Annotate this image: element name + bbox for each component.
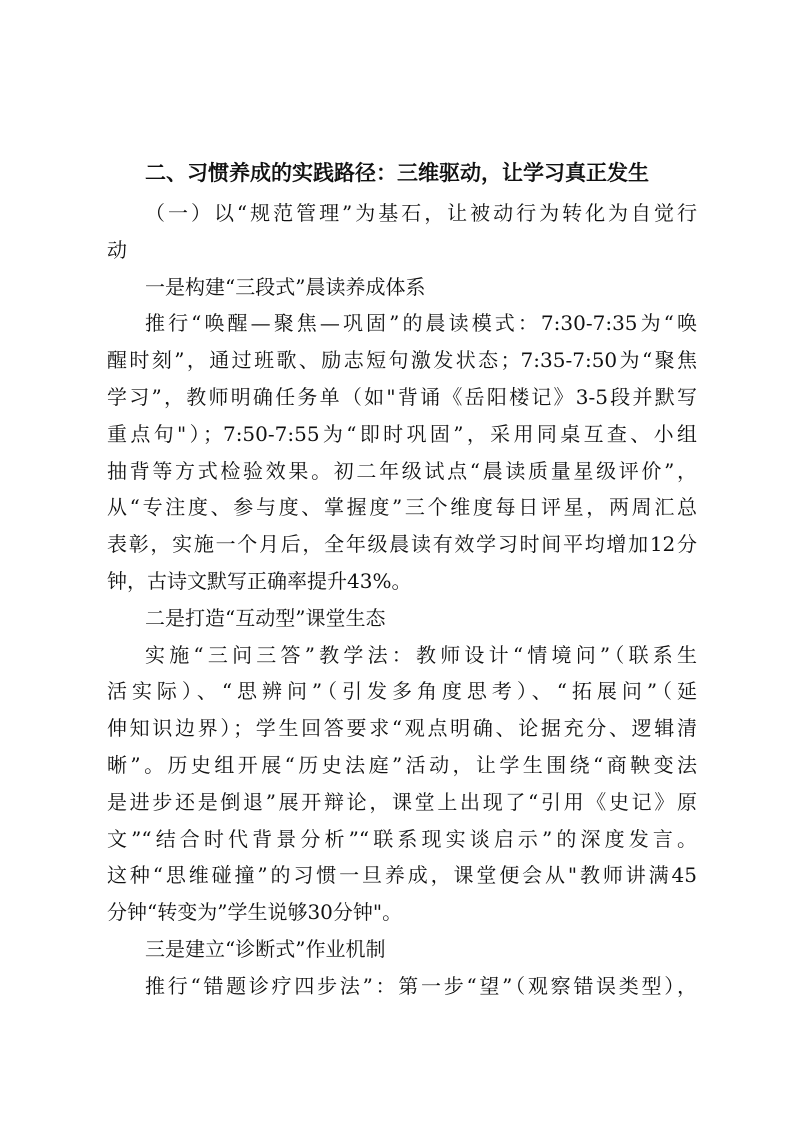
text-line: 文”“结合时代背景分析”“联系现实谈启示”的深度发言。 xyxy=(107,826,697,851)
text-line: 一是构建“三段式”晨读养成体系 xyxy=(145,274,426,299)
text-line: 是进步还是倒退”展开辩论，课堂上出现了“引用《史记》原 xyxy=(107,789,697,814)
text-line: 学习”，教师明确任务单（如"背诵《岳阳楼记》3-5段并默写 xyxy=(107,385,697,409)
text-line: 分钟“转变为”学生说够30分钟"。 xyxy=(107,900,403,925)
text-line: 这种“思维碰撞”的习惯一旦养成，课堂便会从"教师讲满45 xyxy=(107,863,697,888)
text-line: 晰”。历史组开展“历史法庭”活动，让学生围绕“商鞅变法 xyxy=(107,753,697,777)
text-line: 实施“三问三答”教学法：教师设计“情境问”（联系生 xyxy=(145,642,697,667)
text-line: 从“专注度、参与度、掌握度”三个维度每日评星，两周汇总 xyxy=(107,495,697,520)
text-line: 钟，古诗文默写正确率提升43%。 xyxy=(107,569,412,593)
text-line: 二是打造“互动型”课堂生态 xyxy=(145,605,386,630)
text-line: 推行“错题诊疗四步法”：第一步“望”（观察错误类型）， xyxy=(145,973,697,998)
section-heading: 二、习惯养成的实践路径：三维驱动，让学习真正发生 xyxy=(145,160,649,185)
text-line: 推行“唤醒—聚焦—巩固”的晨读模式：7:30-7:35为“唤 xyxy=(145,311,697,336)
text-line: 三是建立“诊断式”作业机制 xyxy=(145,937,386,961)
text-line: 重点句"）；7:50-7:55为“即时巩固”，采用同桌互查、小组 xyxy=(107,421,697,446)
text-line: 动 xyxy=(107,237,127,262)
text-line: 表彰，实施一个月后，全年级晨读有效学习时间平均增加12分 xyxy=(107,532,697,557)
text-line: 伸知识边界）；学生回答要求“观点明确、论据充分、逻辑清 xyxy=(107,716,697,741)
text-line: 活实际）、“思辨问”（引发多角度思考）、“拓展问”（延 xyxy=(107,679,697,704)
text-line: 抽背等方式检验效果。初二年级试点“晨读质量星级评价”， xyxy=(107,458,697,483)
text-line: （一）以“规范管理”为基石，让被动行为转化为自觉行 xyxy=(145,201,697,225)
text-line: 醒时刻”，通过班歌、励志短句激发状态；7:35-7:50为“聚焦 xyxy=(107,348,697,373)
